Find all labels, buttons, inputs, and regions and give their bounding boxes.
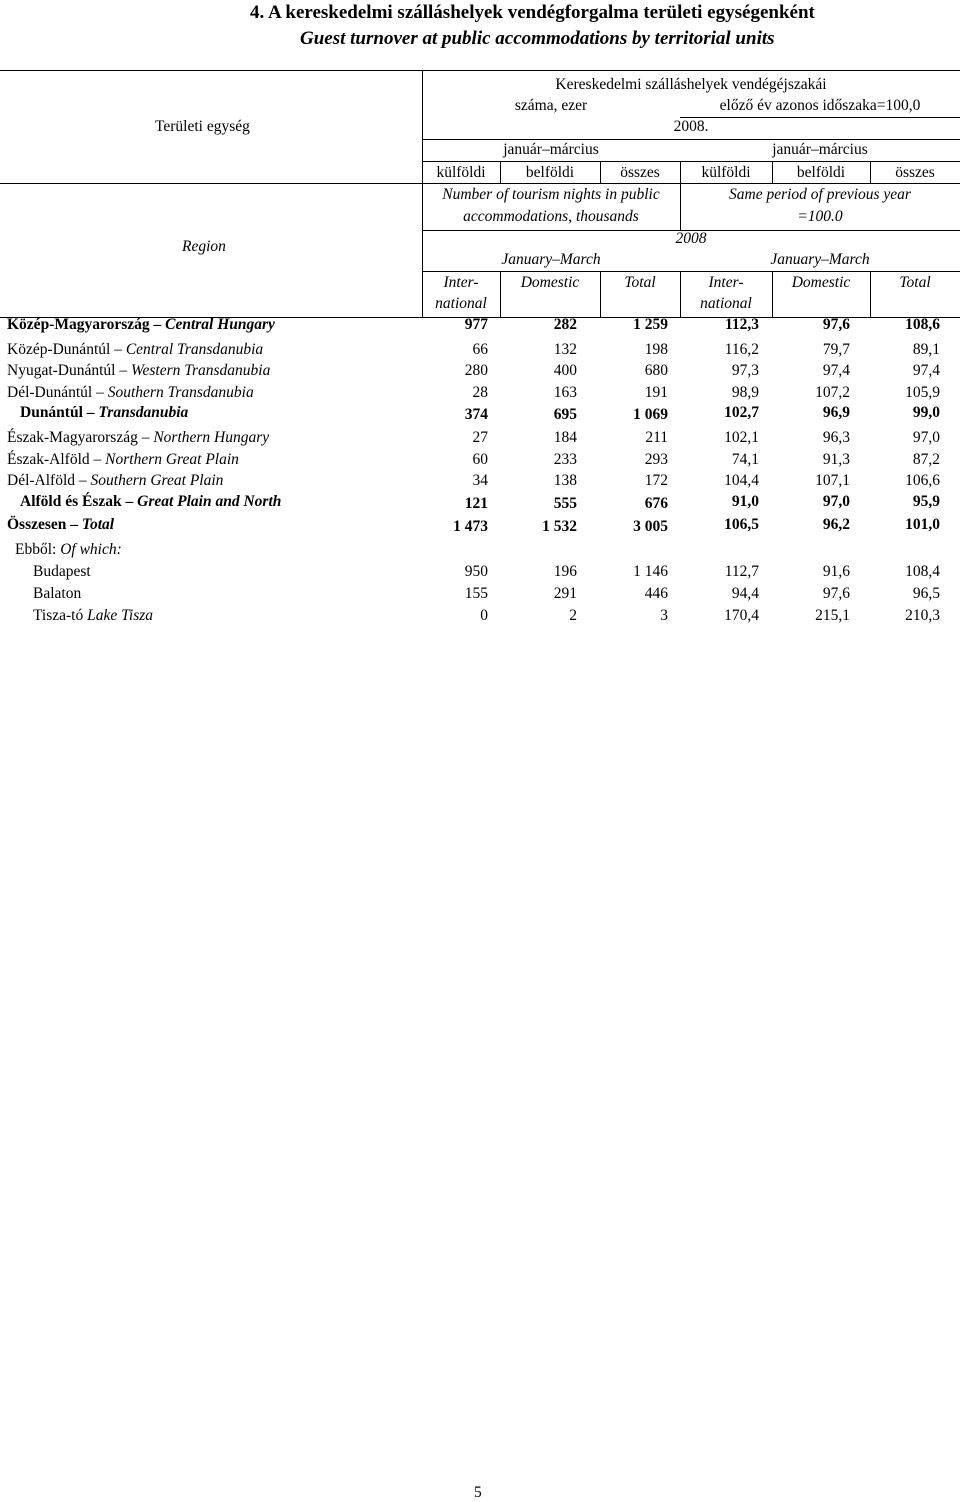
period-label-en-2: January–March	[770, 251, 870, 268]
table-row: Dél-Dunántúl – Southern Transdanubia 28 163 191 98,9 107,2 105,9	[7, 384, 940, 401]
count-label-en-2: accommodations, thousands	[463, 208, 639, 225]
col-hu-6: összes	[895, 164, 935, 181]
col-hu-4: külföldi	[701, 164, 751, 181]
index-label-en-2: =100.0	[797, 208, 843, 225]
group-label-hu: Kereskedelmi szálláshelyek vendégéjszakái	[555, 76, 827, 93]
index-label-en-1: Same period of previous year	[729, 186, 911, 203]
col-en-4b: national	[700, 295, 752, 312]
year-label-en: 2008	[675, 230, 707, 247]
col-en-4: Inter-	[708, 274, 744, 291]
table-row: Tisza-tó Lake Tisza 0 2 3 170,4 215,1 210,3	[33, 607, 940, 624]
page-number: 5	[474, 1484, 482, 1501]
table-row: Ebből: Of which:	[15, 541, 122, 558]
col-hu-1: külföldi	[436, 164, 486, 181]
table-subtitle: Guest turnover at public accommodations by territorial units	[300, 28, 775, 49]
col-en-2: Domestic	[520, 274, 580, 291]
col-hu-5: belföldi	[796, 164, 846, 181]
col-en-1: Inter-	[443, 274, 479, 291]
region-label-hu: Területi egység	[155, 118, 250, 135]
col-en-3: Total	[624, 274, 656, 291]
region-label-en: Region	[182, 238, 226, 255]
table-row: Nyugat-Dunántúl – Western Transdanubia 280 400 680 97,3 97,4 97,4	[7, 362, 940, 379]
year-label-hu: 2008.	[673, 118, 709, 135]
table-row: Közép-Dunántúl – Central Transdanubia 66 132 198 116,2 79,7 89,1	[7, 341, 940, 358]
col-en-6: Total	[899, 274, 931, 291]
count-label-en-1: Number of tourism nights in public	[442, 186, 660, 203]
col-en-5: Domestic	[791, 274, 851, 291]
count-label-hu: száma, ezer	[514, 97, 588, 114]
header-top-rule	[0, 70, 960, 71]
table-row: Közép-Magyarország – Central Hungary 977 282 1 259 112,3 97,6 108,6	[7, 316, 940, 333]
col-en-1b: national	[435, 295, 487, 312]
period-label-hu-2: január–március	[772, 141, 868, 158]
table-row: Észak-Alföld – Northern Great Plain 60 233 293 74,1 91,3 87,2	[7, 451, 940, 468]
col-hu-2: belföldi	[525, 164, 575, 181]
index-label-hu: előző év azonos időszaka=100,0	[719, 97, 921, 114]
period-label-en-1: January–March	[501, 251, 601, 268]
table-row: Budapest 950 196 1 146 112,7 91,6 108,4	[33, 563, 940, 580]
table-row: Összesen – Total 1 473 1 532 3 005 106,5 96,2 101,0	[7, 516, 940, 535]
table-title: 4. A kereskedelmi szálláshelyek vendégforgalma területi egységenként	[250, 2, 815, 23]
col-hu-3: összes	[620, 164, 660, 181]
table-row: Dél-Alföld – Southern Great Plain 34 138 172 104,4 107,1 106,6	[7, 472, 940, 489]
table-row: Dunántúl – Transdanubia 374 695 1 069 102,7 96,9 99,0	[20, 404, 940, 423]
period-label-hu-1: január–március	[503, 141, 599, 158]
table-row: Balaton 155 291 446 94,4 97,6 96,5	[33, 585, 940, 602]
table-row: Észak-Magyarország – Northern Hungary 27 184 211 102,1 96,3 97,0	[7, 429, 940, 446]
table-row: Alföld és Észak – Great Plain and North 121 555 676 91,0 97,0 95,9	[20, 493, 940, 512]
